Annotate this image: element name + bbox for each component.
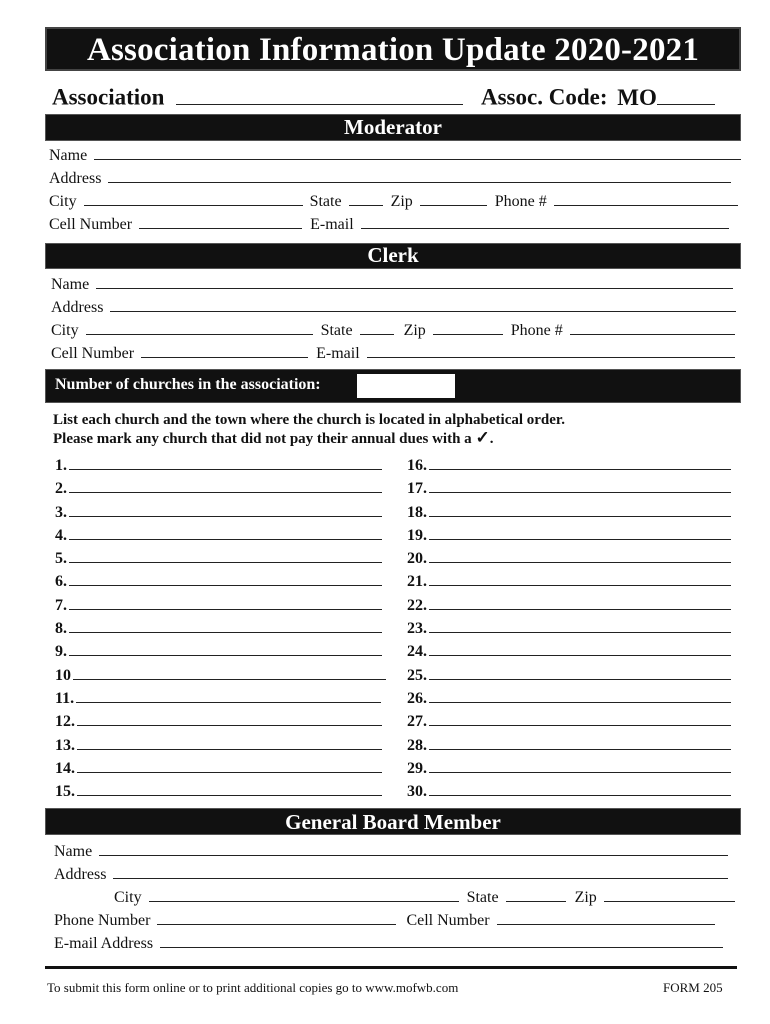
church-number: 25.	[407, 666, 427, 684]
moderator-phone-input[interactable]	[554, 191, 738, 206]
church-input[interactable]	[77, 782, 382, 797]
clerk-heading: Clerk	[45, 243, 741, 269]
church-entry	[55, 501, 385, 524]
church-input[interactable]	[429, 525, 731, 540]
church-number: 20.	[407, 550, 427, 568]
church-number: 28.	[407, 736, 427, 754]
board-phone-row	[54, 910, 715, 932]
church-input[interactable]	[429, 455, 731, 470]
association-field	[52, 84, 463, 110]
church-input[interactable]	[429, 595, 731, 610]
church-input[interactable]	[429, 618, 731, 633]
church-number: 13.	[55, 736, 75, 754]
church-number: 14.	[55, 759, 75, 777]
moderator-cell-row	[49, 214, 729, 236]
church-entry	[55, 757, 385, 780]
church-entry	[55, 594, 385, 617]
church-input[interactable]	[69, 455, 382, 470]
board-email-label: E-mail Address	[54, 935, 154, 952]
moderator-state-input[interactable]	[349, 191, 383, 206]
clerk-zip-input[interactable]	[433, 320, 503, 335]
moderator-cell-input[interactable]	[139, 214, 302, 229]
church-number: 4.	[55, 526, 67, 544]
moderator-name-input[interactable]	[94, 145, 741, 160]
clerk-state-input[interactable]	[360, 320, 394, 335]
clerk-city-input[interactable]	[86, 320, 313, 335]
church-entry	[407, 780, 737, 803]
board-cell-label: Cell Number	[406, 912, 490, 929]
church-number: 6.	[55, 573, 67, 591]
moderator-zip-input[interactable]	[420, 191, 487, 206]
clerk-name-row	[51, 274, 733, 296]
church-input[interactable]	[429, 735, 731, 750]
church-number: 21.	[407, 573, 427, 591]
moderator-state-label: State	[309, 193, 342, 210]
church-input[interactable]	[69, 549, 382, 564]
assoc-code-prefix: MO	[617, 84, 657, 110]
church-entry	[55, 734, 385, 757]
clerk-address-row	[51, 297, 736, 319]
church-number: 22.	[407, 596, 427, 614]
clerk-name-input[interactable]	[96, 274, 733, 289]
church-entry	[407, 687, 737, 710]
church-number: 29.	[407, 759, 427, 777]
churches-count-label: Number of churches in the association:	[55, 376, 321, 393]
church-entry	[55, 664, 385, 687]
church-number: 9.	[55, 643, 67, 661]
board-phone-input[interactable]	[157, 910, 396, 925]
church-input[interactable]	[69, 642, 382, 657]
church-number: 11.	[55, 689, 75, 707]
assoc-code-input[interactable]	[657, 84, 715, 105]
moderator-name-label: Name	[49, 147, 88, 164]
church-input[interactable]	[429, 502, 731, 517]
church-entry	[407, 524, 737, 547]
footer-note: To submit this form online or to print additional copies go to www.mofwb.com	[47, 980, 459, 995]
church-entry	[407, 757, 737, 780]
church-number: 3.	[55, 503, 67, 521]
church-number: 8.	[55, 620, 67, 638]
church-input[interactable]	[69, 502, 382, 517]
board-member-heading: General Board Member	[45, 808, 741, 835]
instructions	[53, 412, 565, 448]
clerk-state-label: State	[320, 322, 353, 339]
clerk-email-input[interactable]	[367, 343, 735, 358]
church-input[interactable]	[429, 758, 731, 773]
church-entry	[55, 477, 385, 500]
moderator-zip-label: Zip	[390, 193, 413, 210]
association-label: Association	[52, 84, 165, 110]
church-input[interactable]	[73, 665, 386, 680]
church-input[interactable]	[76, 688, 381, 703]
church-entry	[407, 734, 737, 757]
moderator-name-row	[49, 145, 741, 167]
clerk-city-label: City	[51, 322, 79, 339]
churches-count-bar	[45, 369, 741, 403]
instructions-line-1: List each church and the town where the church is located in alphabetical order.	[53, 412, 565, 428]
church-input[interactable]	[429, 572, 731, 587]
church-input[interactable]	[429, 642, 731, 657]
church-number: 18.	[407, 503, 427, 521]
clerk-cell-row	[51, 343, 735, 365]
church-input[interactable]	[69, 595, 382, 610]
church-entry	[407, 594, 737, 617]
church-number: 5.	[55, 550, 67, 568]
church-number: 12.	[55, 713, 75, 731]
church-entry	[407, 664, 737, 687]
checkmark-icon: ✓	[475, 428, 490, 447]
board-name-input[interactable]	[99, 841, 728, 856]
church-entry	[407, 501, 737, 524]
church-input[interactable]	[77, 758, 382, 773]
clerk-city-row	[51, 320, 735, 342]
board-city-row	[114, 887, 735, 909]
board-address-row	[54, 864, 728, 886]
board-cell-input[interactable]	[497, 910, 715, 925]
board-email-input[interactable]	[160, 933, 723, 948]
church-entry	[407, 570, 737, 593]
moderator-heading: Moderator	[45, 114, 741, 141]
church-number: 17.	[407, 480, 427, 498]
moderator-phone-label: Phone #	[494, 193, 547, 210]
church-input[interactable]	[69, 525, 382, 540]
clerk-name-label: Name	[51, 276, 90, 293]
church-number: 26.	[407, 689, 427, 707]
church-entry	[407, 617, 737, 640]
board-zip-label: Zip	[574, 889, 597, 906]
assoc-code-label: Assoc. Code:	[481, 84, 608, 110]
association-input[interactable]	[176, 84, 463, 105]
church-entry	[407, 454, 737, 477]
board-zip-input[interactable]	[604, 887, 735, 902]
board-state-label: State	[466, 889, 499, 906]
church-input[interactable]	[69, 479, 382, 494]
church-input[interactable]	[429, 665, 731, 680]
church-list-right	[407, 454, 737, 803]
church-entry	[55, 570, 385, 593]
instructions-line-2	[53, 429, 565, 448]
church-entry	[55, 780, 385, 803]
church-input[interactable]	[69, 572, 382, 587]
church-number: 23.	[407, 620, 427, 638]
church-entry	[55, 547, 385, 570]
church-input[interactable]	[77, 712, 382, 727]
church-entry	[407, 547, 737, 570]
clerk-zip-label: Zip	[403, 322, 426, 339]
board-city-label: City	[114, 889, 142, 906]
clerk-phone-input[interactable]	[570, 320, 735, 335]
church-input[interactable]	[429, 549, 731, 564]
church-entry	[55, 454, 385, 477]
clerk-phone-label: Phone #	[510, 322, 563, 339]
church-number: 15.	[55, 783, 75, 801]
page-title: Association Information Update 2020-2021	[45, 27, 741, 71]
church-number: 10	[55, 666, 71, 684]
church-number: 16.	[407, 457, 427, 474]
clerk-address-input[interactable]	[110, 297, 736, 312]
church-number: 27.	[407, 713, 427, 731]
churches-count-input[interactable]	[357, 374, 455, 398]
clerk-cell-label: Cell Number	[51, 345, 135, 362]
moderator-address-input[interactable]	[108, 168, 731, 183]
moderator-city-label: City	[49, 193, 77, 210]
church-input[interactable]	[429, 479, 731, 494]
clerk-email-label: E-mail	[316, 345, 360, 362]
church-entry	[55, 687, 385, 710]
church-input[interactable]	[429, 688, 731, 703]
board-name-label: Name	[54, 843, 93, 860]
church-input[interactable]	[429, 712, 731, 727]
church-input[interactable]	[69, 618, 382, 633]
moderator-city-row	[49, 191, 738, 213]
footer-divider	[45, 966, 737, 969]
church-entry	[55, 617, 385, 640]
church-number: 1.	[55, 457, 67, 474]
instructions-period: .	[489, 431, 494, 447]
board-phone-label: Phone Number	[54, 912, 151, 929]
moderator-address-row	[49, 168, 731, 190]
church-list-left	[55, 454, 385, 803]
assoc-code-field	[481, 84, 715, 110]
board-state-input[interactable]	[506, 887, 566, 902]
church-entry	[407, 710, 737, 733]
church-entry	[55, 640, 385, 663]
church-entry	[55, 710, 385, 733]
board-name-row	[54, 841, 728, 863]
board-city-input[interactable]	[149, 887, 459, 902]
clerk-cell-input[interactable]	[141, 343, 308, 358]
moderator-cell-label: Cell Number	[49, 216, 133, 233]
church-entry	[407, 640, 737, 663]
board-email-row	[54, 933, 723, 955]
church-entry	[55, 524, 385, 547]
clerk-address-label: Address	[51, 299, 104, 316]
church-input[interactable]	[77, 735, 382, 750]
church-number: 24.	[407, 643, 427, 661]
form-id: FORM 205	[663, 980, 723, 995]
instructions-line-2-text: Please mark any church that did not pay their annual dues with a	[53, 431, 472, 447]
moderator-email-label: E-mail	[310, 216, 354, 233]
church-number: 7.	[55, 596, 67, 614]
board-address-label: Address	[54, 866, 107, 883]
church-input[interactable]	[429, 782, 731, 797]
moderator-address-label: Address	[49, 170, 102, 187]
board-address-input[interactable]	[113, 864, 728, 879]
moderator-email-input[interactable]	[361, 214, 729, 229]
moderator-city-input[interactable]	[84, 191, 303, 206]
church-entry	[407, 477, 737, 500]
church-number: 2.	[55, 480, 67, 498]
church-number: 19.	[407, 526, 427, 544]
church-number: 30.	[407, 783, 427, 801]
